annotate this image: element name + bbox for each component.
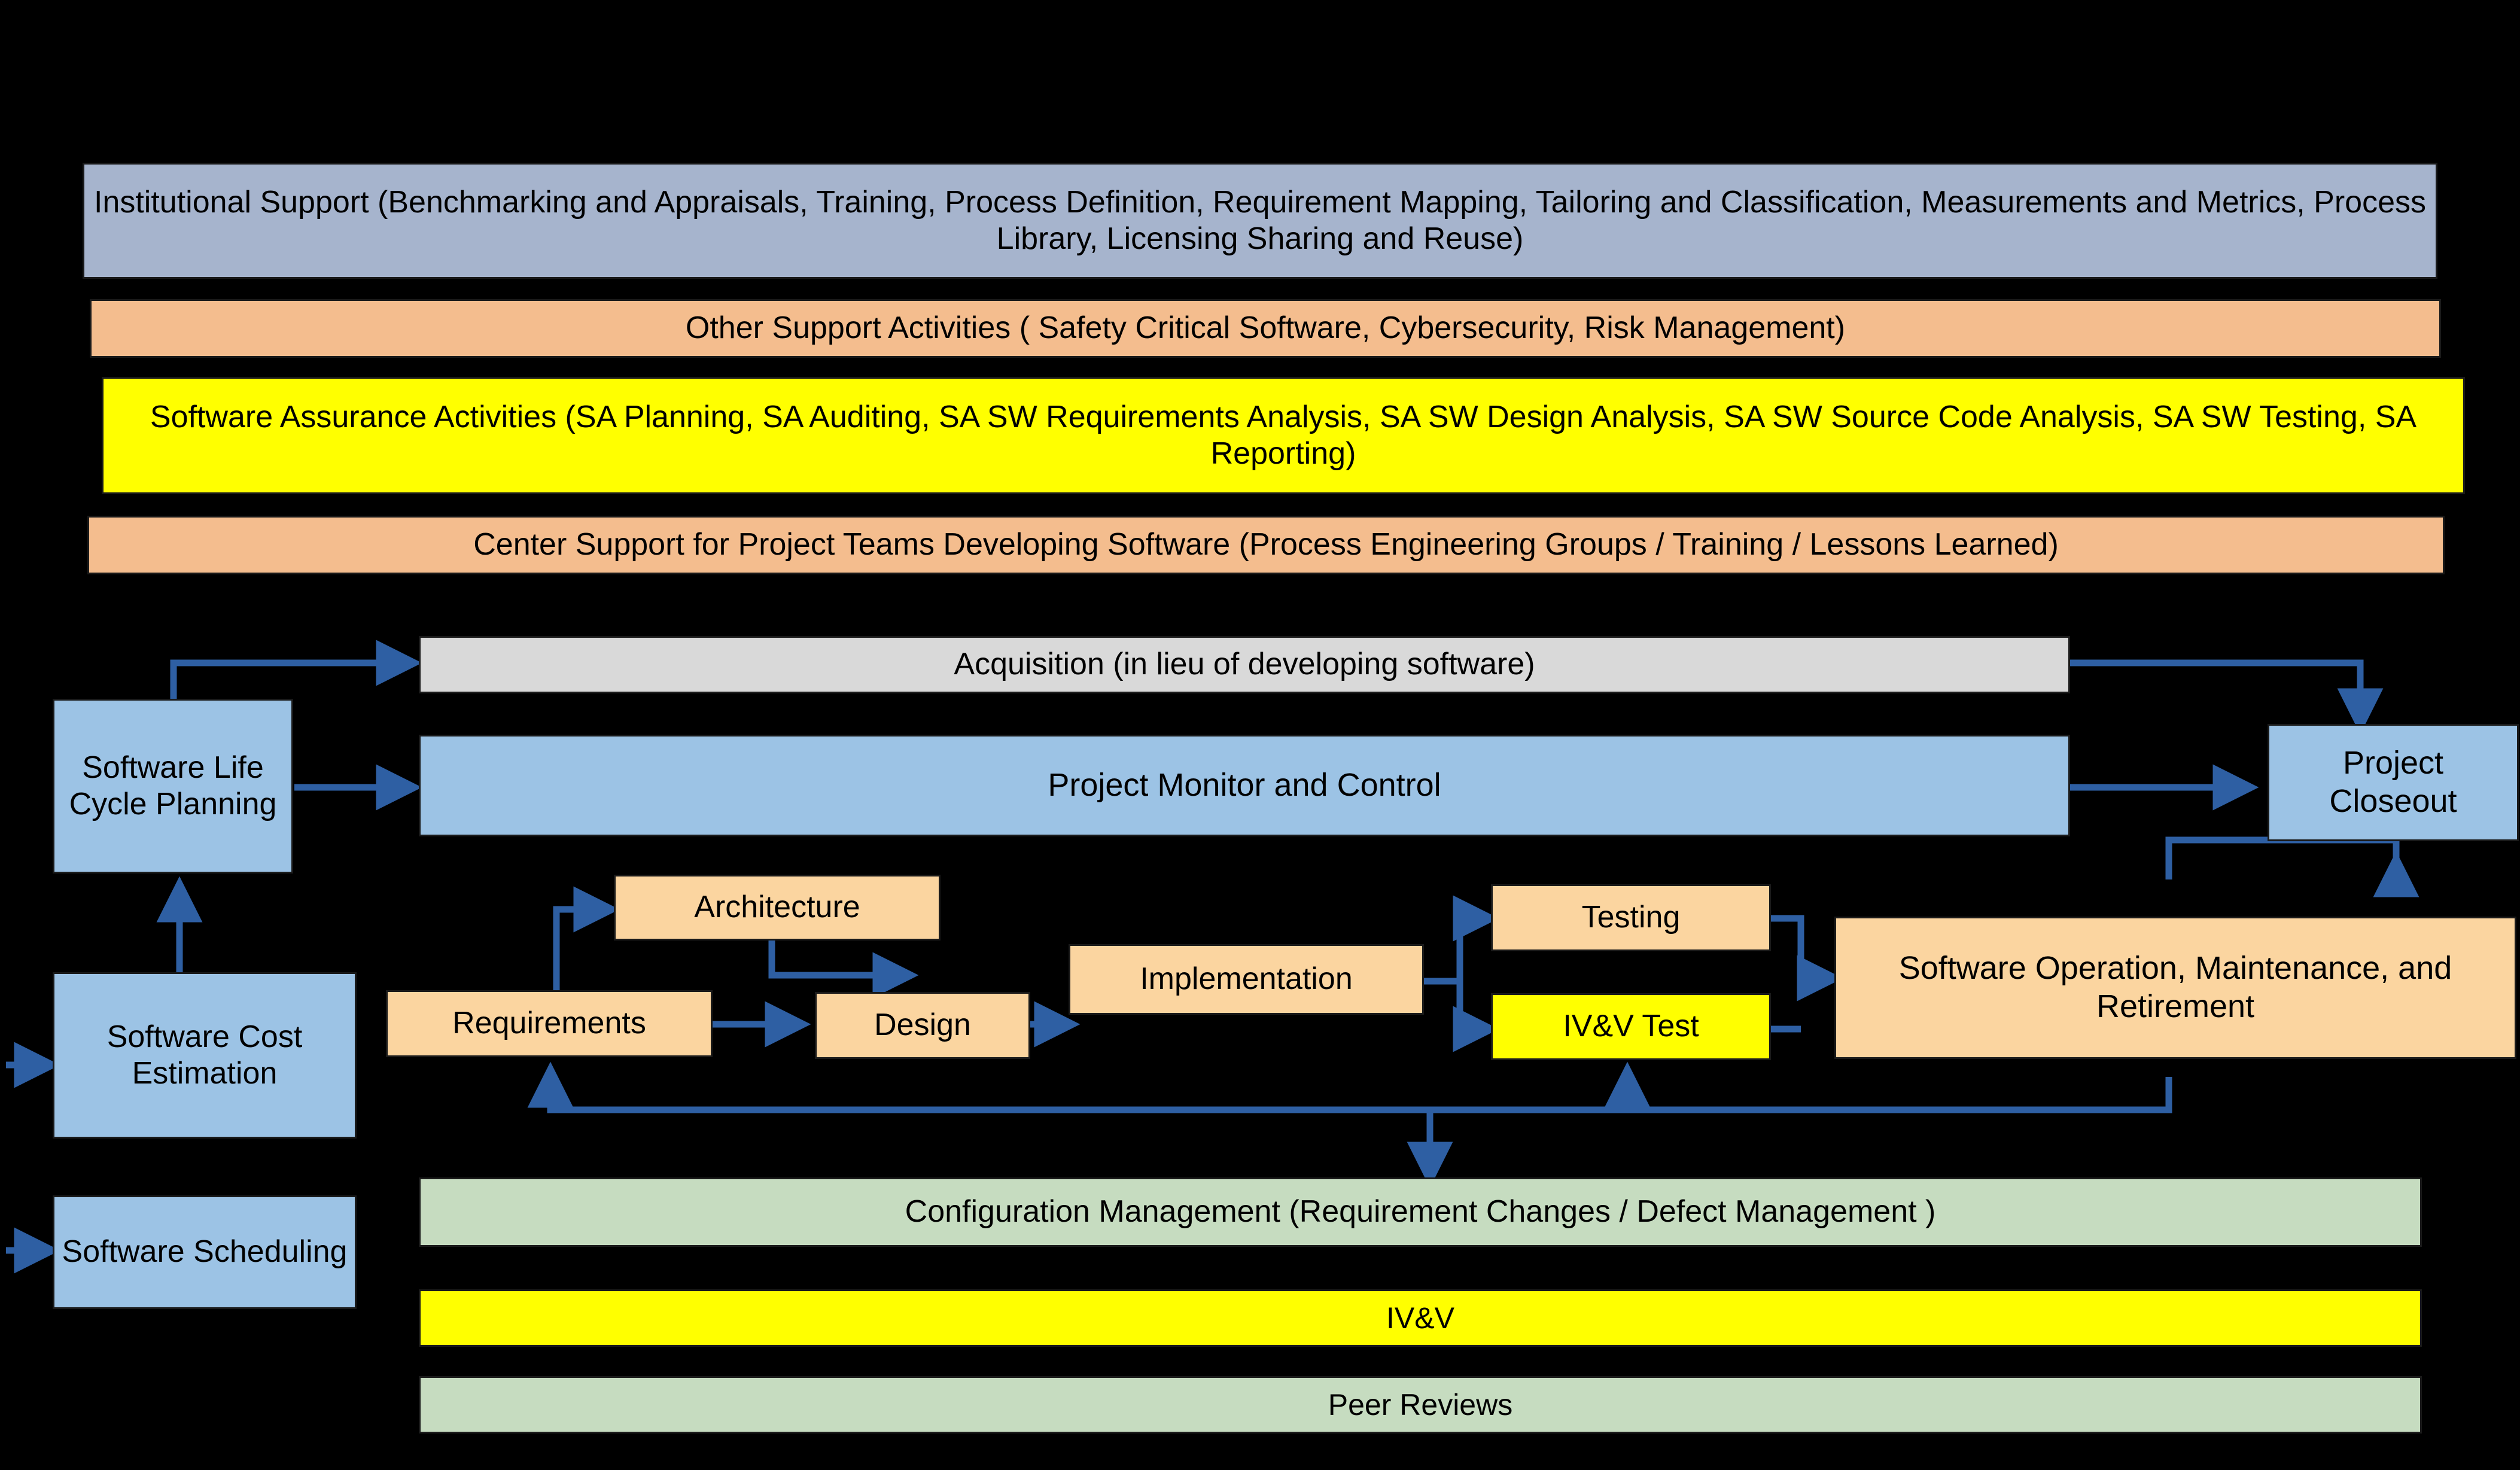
box-ivv-test xyxy=(1491,993,1771,1060)
band-software-assurance-activities-label: Software Assurance Activities (SA Planning, SA Auditing, SA SW Requirements Analysis, SA SW Design Analysis, SA SW Source Code Analysis, SA SW Testing, SA Reporting) xyxy=(150,399,2417,471)
box-implementation xyxy=(1069,944,1424,1015)
band-center-support xyxy=(87,516,2445,574)
band-software-assurance-activities xyxy=(102,377,2465,494)
box-software-cost-estimation xyxy=(53,972,357,1139)
box-peer-reviews xyxy=(419,1376,2422,1434)
box-requirements xyxy=(386,990,713,1057)
box-requirements-label: Requirements xyxy=(452,1006,646,1041)
box-configuration-management xyxy=(419,1177,2422,1247)
box-implementation-label: Implementation xyxy=(1140,961,1353,997)
band-center-support-label: Center Support for Project Teams Developing Software (Process Engineering Groups / Training / Lessons Learned) xyxy=(473,527,2059,562)
box-peer-reviews-label: Peer Reviews xyxy=(1328,1387,1513,1422)
box-project-closeout-label: Project Closeout xyxy=(2329,745,2457,819)
box-ivv-test-label: IV&V Test xyxy=(1563,1009,1699,1044)
box-software-operation-maintenance-retirement xyxy=(1834,917,2516,1059)
box-software-scheduling xyxy=(53,1195,357,1309)
band-institutional-support xyxy=(83,163,2437,279)
box-project-closeout xyxy=(2268,724,2519,841)
band-institutional-support-label: Institutional Support (Benchmarking and Appraisals, Training, Process Definition, Requirement Mapping, Tailoring and Classification, Measurements and Metrics, Process Library, Licensing Sharing and Reuse) xyxy=(93,184,2427,256)
band-other-support-activities xyxy=(90,299,2441,358)
box-software-cost-estimation-label: Software Cost Estimation xyxy=(106,1019,303,1091)
box-software-operation-maintenance-retirement-label: Software Operation, Maintenance, and Retirement xyxy=(1898,950,2452,1024)
box-architecture xyxy=(614,875,941,941)
box-acquisition-label: Acquisition (in lieu of developing software) xyxy=(954,647,1535,682)
box-software-life-cycle-planning-label: Software Life Cycle Planning xyxy=(69,750,277,821)
box-design-label: Design xyxy=(874,1008,971,1043)
box-architecture-label: Architecture xyxy=(694,890,860,925)
box-project-monitor-and-control xyxy=(419,735,2070,836)
box-software-scheduling-label: Software Scheduling xyxy=(62,1234,348,1270)
box-testing xyxy=(1491,884,1771,951)
box-ivv xyxy=(419,1289,2422,1347)
box-design xyxy=(815,992,1030,1059)
box-testing-label: Testing xyxy=(1581,900,1681,935)
box-configuration-management-label: Configuration Management (Requirement Changes / Defect Management ) xyxy=(905,1194,1936,1229)
box-acquisition xyxy=(419,636,2070,693)
band-other-support-activities-label: Other Support Activities ( Safety Critical Software, Cybersecurity, Risk Management) xyxy=(685,311,1846,346)
box-project-monitor-and-control-label: Project Monitor and Control xyxy=(1048,767,1441,804)
box-software-life-cycle-planning xyxy=(53,699,293,874)
box-ivv-label: IV&V xyxy=(1386,1301,1454,1335)
